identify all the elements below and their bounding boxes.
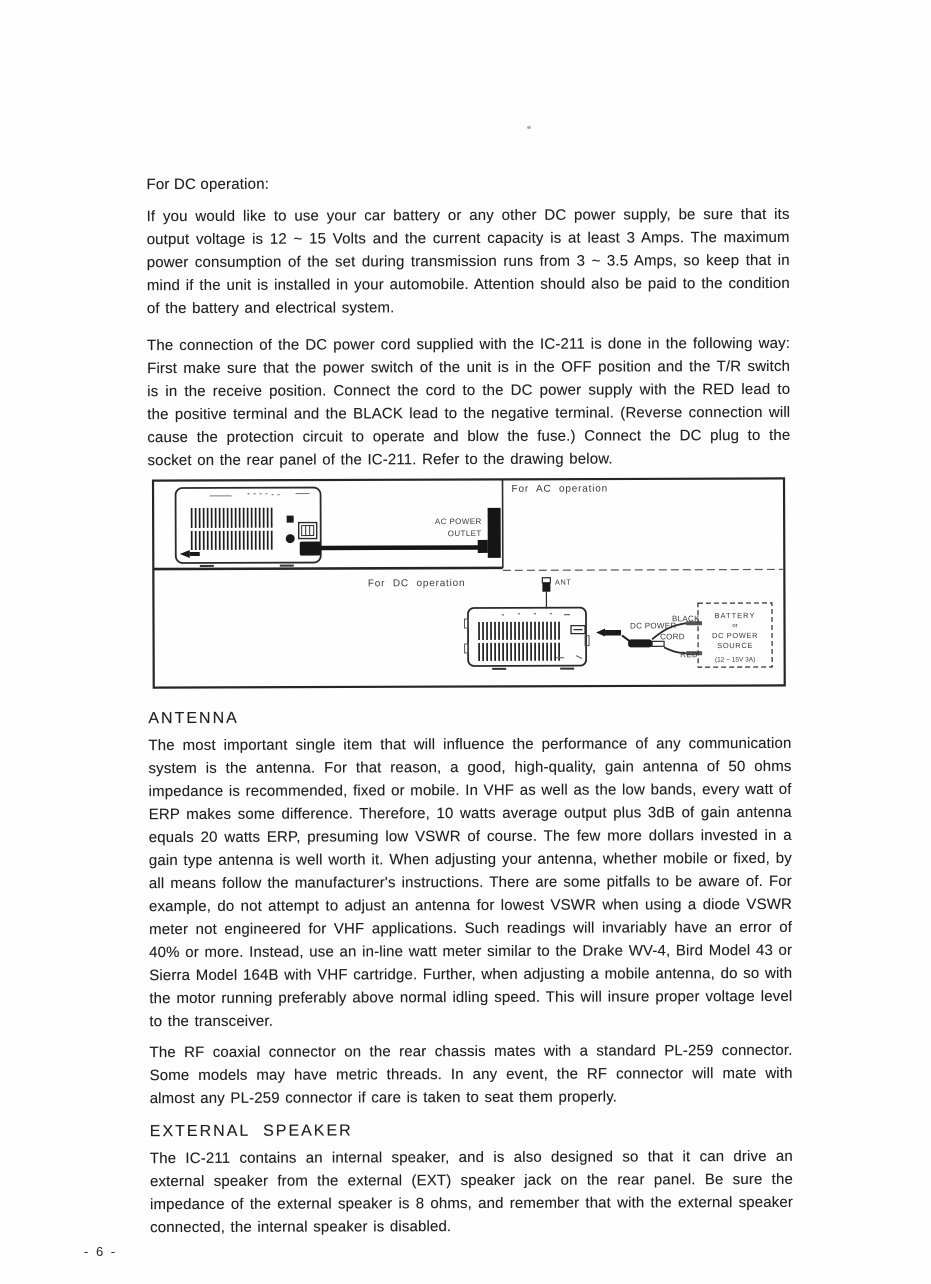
battery-label-line1: BATTERY <box>714 611 756 621</box>
power-connection-diagram-figure <box>152 477 787 689</box>
power-connection-diagram <box>152 477 787 689</box>
transceiver-rear-panel-ac-icon <box>176 488 321 567</box>
cord-label-line1: DC POWER <box>630 621 677 631</box>
battery-label-line4: SOURCE <box>717 641 753 651</box>
red-lead-label: RED <box>680 650 698 660</box>
battery-label-line5: (12 ~ 15V 3A) <box>714 656 756 664</box>
ground-post-icon <box>286 534 295 543</box>
dc-operation-heading: For DC operation: <box>146 175 270 194</box>
battery-label-line3: DC POWER <box>712 630 759 641</box>
external-speaker-heading: EXTERNAL SPEAKER <box>149 1122 353 1141</box>
dc-section-label: For DC operation <box>367 578 466 590</box>
ac-dc-divider-right <box>503 569 783 570</box>
dc-plug-icon <box>596 628 621 636</box>
antenna-connector-icon <box>542 578 550 609</box>
arrow-mark-icon <box>180 550 190 558</box>
page-content <box>146 0 793 1239</box>
fuse-holder-icon <box>287 516 294 523</box>
ac-section-label: For AC operation <box>511 483 608 495</box>
battery-label-line2: or <box>732 623 738 630</box>
ac-outlet-label-line1: AC POWER <box>434 516 482 527</box>
ac-dc-divider-left <box>154 568 503 569</box>
ac-outlet-label-line2: OUTLET <box>447 528 482 539</box>
heat-sink-fins-row2 <box>192 531 272 550</box>
dc-operation-paragraph-2: The connection of the DC power cord supplied with the IC-211 is done in the following way: First make sure that the power switch of the unit is in the OFF position and the T/R switch is in the receive position. Connect the cord to the DC power supply with the RED lead to the positive terminal and the BLACK lead to the negative terminal. (Reverse connection will cause the protection circuit to operate and blow the fuse.) Connect the DC plug to the socket on the rear panel of the IC-211. Refer to the drawing below. <box>147 334 791 470</box>
ext-speaker-jack-icon <box>571 626 585 634</box>
transceiver-rear-panel-dc-icon <box>464 608 589 669</box>
rf-connector-paragraph: The RF coaxial connector on the rear chassis mates with a standard PL-259 connector. Some models may have metric threads. In any event, the RF connector will mate with almost any PL-259 connector if care is taken to seat them properly. <box>149 1041 793 1108</box>
dc-operation-paragraph-1: If you would like to use your car battery or any other DC power supply, be sure that its output voltage is 12 ~ 15 Volts and the current capacity is at least 3 Amps. The maximum power consumption of the set during transmission runs from 3 ~ 3.5 Amps, so keep that in mind if the unit is installed in your automobile. Attention should also be paid to the condition of the battery and electrical system. <box>146 205 790 318</box>
ac-socket-icon <box>299 523 317 539</box>
cord-label-line2: CORD <box>660 632 685 642</box>
antenna-paragraph: The most important single item that will influence the performance of any communication system is the antenna. For that reason, a good, high-quality, gain antenna of 50 ohms impedance is recommended, fixed or mobile. In VHF as well as the low bands, every watt of ERP makes some difference. Therefore, 10 watts average output plus 3dB of gain antenna equals 20 watts ERP, presuming low VSWR of course. The few more dollars invested in a gain type antenna is well worth it. When adjusting your antenna, whether mobile or fixed, by all means follow the manufacturer's instructions. There are some pitfalls to be aware of. For example, do not attempt to adjust an antenna for lowest VSWR when using a diode VSWR meter not engineered for VHF applications. Such readings will invariably have an error of 40% or more. Instead, use an in-line watt meter similar to the Drake WV-4, Bird Model 43 or Sierra Model 164B with VHF cartridge. Further, when adjusting a mobile antenna, do so with the motor running preferably above normal idling speed. This will insure proper voltage level to the transceiver. <box>148 734 793 1031</box>
heat-sink-fins-row1-dc <box>479 622 559 640</box>
heat-sink-fins-row1 <box>192 508 272 528</box>
black-lead-label: BLACK <box>671 614 700 624</box>
heat-sink-fins-row2-dc <box>479 643 559 661</box>
power-plug-icon <box>300 542 321 556</box>
external-speaker-paragraph: The IC-211 contains an internal speaker, and is also designed so that it can drive an external speaker from the external (EXT) speaker jack on the rear panel. Be sure the impedance of the external speaker is 8 ohms, and remember that with the external speaker connected, the internal speaker is disabled. <box>149 1147 794 1237</box>
ac-power-cable <box>321 547 479 548</box>
antenna-heading: ANTENNA <box>148 709 239 728</box>
page-number: - 6 - <box>84 1244 118 1259</box>
ant-label: ANT <box>554 577 572 587</box>
